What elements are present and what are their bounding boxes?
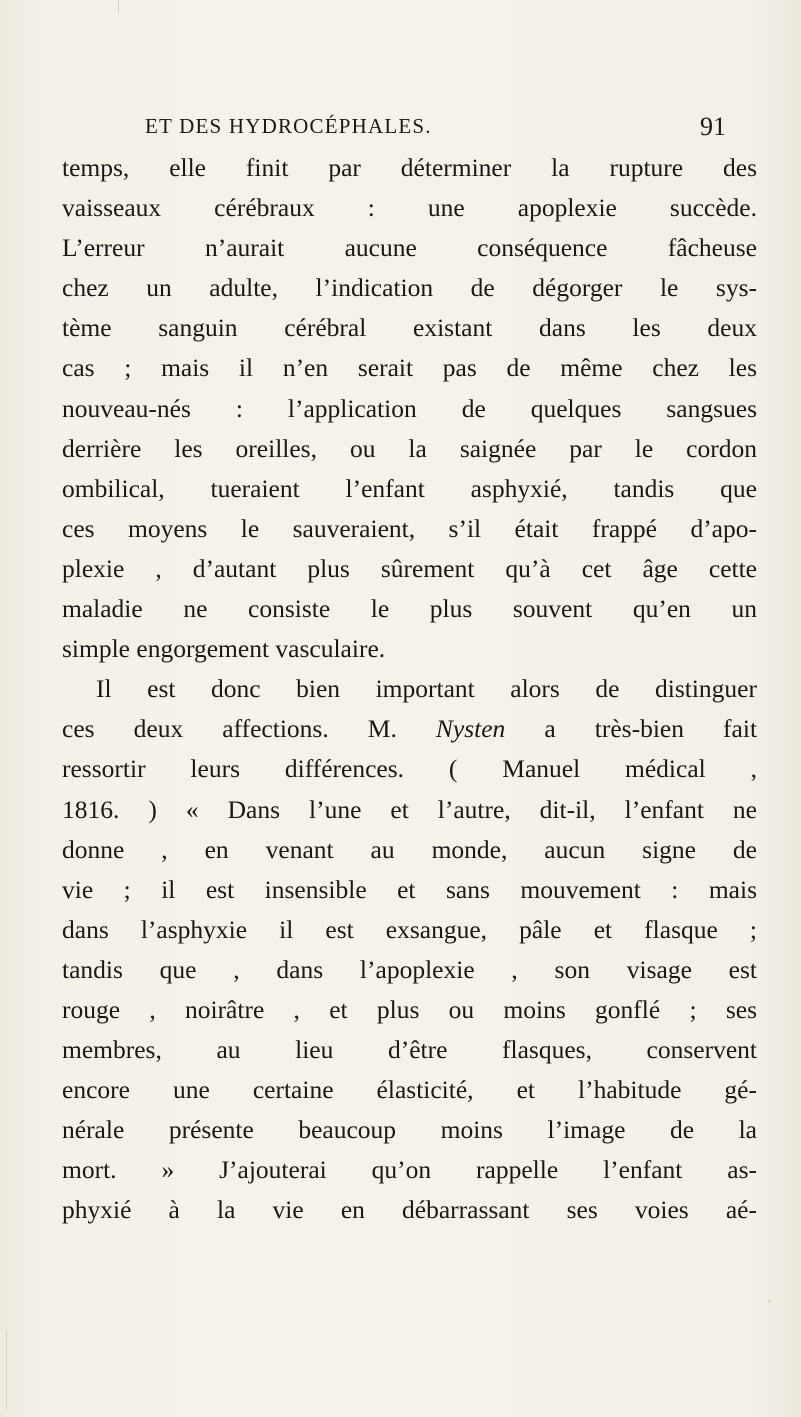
text-line: ombilical, tueraient l’enfant asphyxié, tandis que [62,473,757,503]
paragraph-start-line: Il est donc bien important alors de distinguer [96,674,757,704]
page-header [0,110,801,150]
text-line-with-author [62,709,757,749]
text-line: maladie ne consiste le plus souvent qu’en un [62,594,757,624]
paper-speck [118,0,119,14]
running-title: ET DES HYDROCÉPHALES. [145,114,432,138]
text-line: 1816. ) « Dans l’une et l’autre, dit-il, l’enfant ne [62,794,757,824]
text-segment: a très-bien fait [544,714,757,744]
paper-speck [768,1300,771,1303]
text-line: phyxié à la vie en débarrassant ses voies aé- [62,1195,757,1225]
text-line: dans l’asphyxie il est exsangue, pâle et flasque ; [62,914,757,944]
author-name: Nysten [435,714,506,744]
text-line: temps, elle finit par déterminer la rupture des [62,153,757,182]
page-edge-shadow [6,1330,7,1410]
text-line: nouveau-nés : l’application de quelques sangsues [62,393,757,423]
body-text [62,148,757,1231]
text-line: vie ; il est insensible et sans mouvement : mais [62,874,757,904]
text-line: ces moyens le sauveraient, s’il était frappé d’apo- [62,513,757,543]
text-segment: ces deux affections. M. [62,714,397,744]
text-line: plexie , d’autant plus sûrement qu’à cet âge cette [62,553,757,583]
text-line: encore une certaine élasticité, et l’habitude gé- [62,1075,757,1105]
text-line: derrière les oreilles, ou la saignée par le cordon [62,433,757,463]
paragraph-end-line: simple engorgement vasculaire. [62,634,386,664]
page-number: 91 [700,112,726,141]
text-line: rouge , noirâtre , et plus ou moins gonflé ; ses [62,994,757,1024]
text-line: donne , en venant au monde, aucun signe de [62,834,757,864]
text-line: mort. » J’ajouterai qu’on rappelle l’enfant as- [62,1155,757,1185]
text-line: L’erreur n’aurait aucune conséquence fâcheuse [62,233,757,263]
text-line: tandis que , dans l’apoplexie , son visage est [62,954,757,984]
text-line: membres, au lieu d’être flasques, conservent [62,1035,757,1065]
text-line: tème sanguin cérébral existant dans les deux [62,313,757,343]
text-line: ressortir leurs différences. ( Manuel médical , [62,754,757,784]
text-line: cas ; mais il n’en serait pas de même chez les [62,353,757,383]
text-line: vaisseaux cérébraux : une apoplexie succède. [62,193,757,223]
text-line: nérale présente beaucoup moins l’image de la [62,1115,757,1145]
text-line: chez un adulte, l’indication de dégorger le sys- [62,273,757,303]
